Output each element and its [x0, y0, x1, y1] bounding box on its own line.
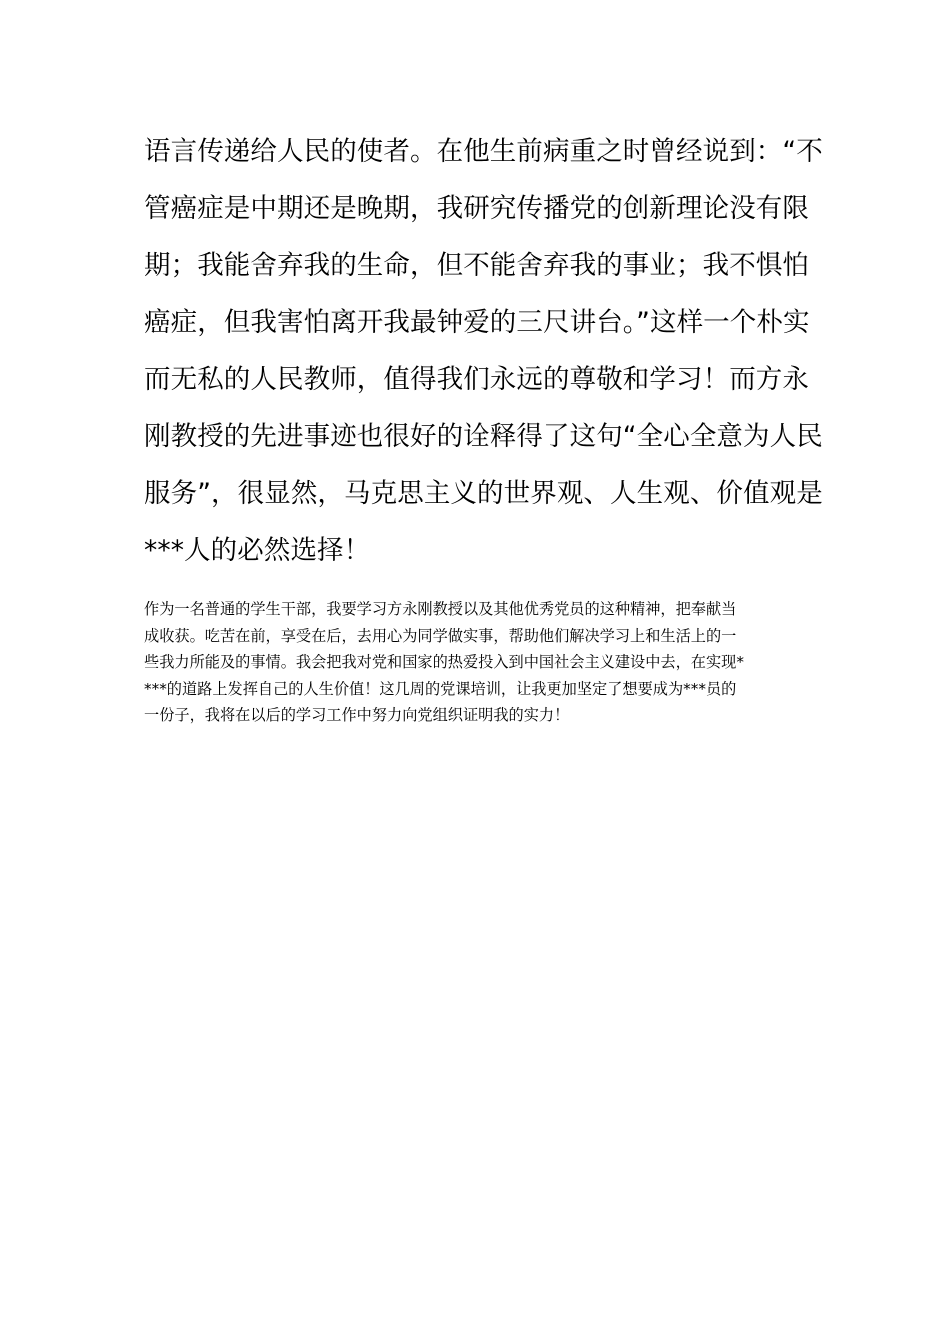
text-line: 管癌症是中期还是晚期，我研究传播党的创新理论没有限 — [144, 193, 809, 224]
text-line: ***的道路上发挥自己的人生价值！这几周的党课培训，让我更加坚定了想要成为***员的 — [144, 679, 737, 698]
text-line: 癌症，但我害怕离开我最钟爱的三尺讲台。”这样一个朴实 — [144, 307, 810, 338]
paragraph-large — [144, 130, 823, 586]
text-line: 成收获。吃苦在前，享受在后，去用心为同学做实事，帮助他们解决学习上和生活上的一 — [144, 626, 737, 645]
text-line: 服务”，很显然，马克思主义的世界观、人生观、价值观是 — [144, 478, 823, 509]
text-line: ***人的必然选择！ — [144, 535, 371, 566]
text-line: 些我力所能及的事情。我会把我对党和国家的热爱投入到中国社会主义建设中去，在实现* — [144, 653, 744, 671]
text-line: 期；我能舍弃我的生命，但不能舍弃我的事业；我不惧怕 — [144, 250, 809, 281]
paragraph-small — [144, 596, 816, 729]
text-line: 作为一名普通的学生干部，我要学习方永刚教授以及其他优秀党员的这种精神，把奉献当 — [144, 600, 737, 618]
text-line: 而无私的人民教师，值得我们永远的尊敬和学习！而方永 — [144, 364, 809, 395]
text-line: 刚教授的先进事迹也很好的诠释得了这句“全心全意为人民 — [144, 421, 823, 452]
text-line: 一份子，我将在以后的学习工作中努力向党组织证明我的实力！ — [144, 706, 570, 724]
text-line: 语言传递给人民的使者。在他生前病重之时曾经说到：“不 — [144, 136, 823, 167]
